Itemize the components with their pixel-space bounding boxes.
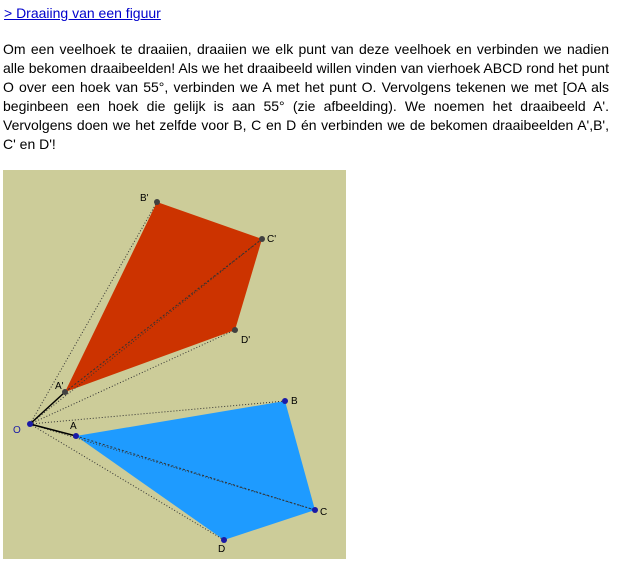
label-c: C <box>320 507 328 518</box>
label-a-img: A' <box>55 381 64 392</box>
point-d-img <box>232 327 238 333</box>
label-d-img: D' <box>241 335 251 346</box>
label-b: B <box>291 396 298 407</box>
section-link-draaiing[interactable]: > Draaiing van een figuur <box>4 5 161 21</box>
label-o: O <box>13 425 21 436</box>
label-c-img: C' <box>267 234 277 245</box>
explanation-paragraph: Om een veelhoek te draaiien, draaiien we elk punt van deze veelhoek en verbinden we nadien alle bekomen draaibeelden! Als we het draaibeeld willen vinden van vierhoek ABCD rond het punt O over een hoek van 55°, verbinden we A met het punt O. Vervolgens tekenen we met [OA als beginbeen een hoek die gelijk is aan 55° (zie afbeelding). We noemen het draaibeeld A'. Vervolgens doen we het zelfde voor B, C en D én verbinden we de bekomen draaibeelden A',B', C' en D'! <box>3 41 609 152</box>
point-c-img <box>259 236 265 242</box>
rotation-figure-svg <box>3 170 346 559</box>
label-a: A <box>70 421 77 432</box>
rotation-figure <box>3 170 346 559</box>
label-d: D <box>218 544 226 555</box>
point-b <box>282 398 288 404</box>
point-a <box>73 433 79 439</box>
point-d <box>221 537 227 543</box>
point-b-img <box>154 199 160 205</box>
point-o <box>27 421 33 427</box>
point-c <box>312 507 318 513</box>
label-b-img: B' <box>140 193 149 204</box>
